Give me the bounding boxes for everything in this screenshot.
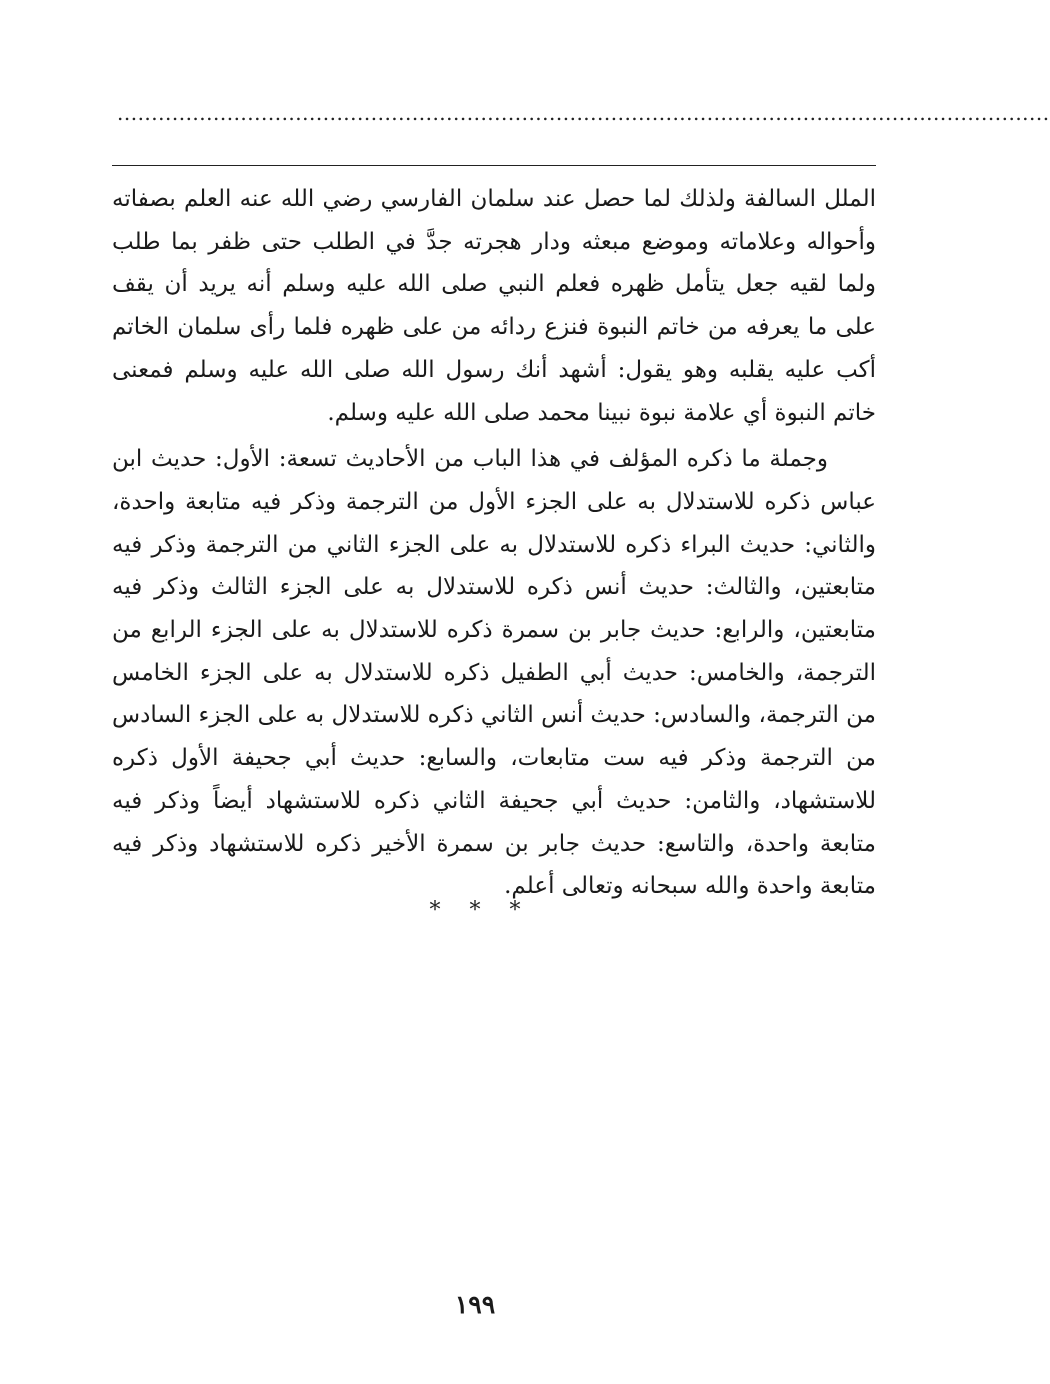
header-dotted-line: ........................................................................................................................................	[117, 101, 1050, 125]
header-rule	[112, 165, 876, 166]
paragraph-1: الملل السالفة ولذلك لما حصل عند سلمان الفارسي رضي الله عنه العلم بصفاته وأحواله وعلاماته وموضع مبعثه ودار هجرته جدَّ في الطلب حتى ظفر بما طلب ولما لقيه جعل يتأمل ظهره فعلم النبي صلى الله عليه وسلم أنه يريد أن يقف على ما يعرفه من خاتم النبوة فنزع ردائه من على ظهره فلما رأى سلمان الخاتم أكب عليه يقلبه وهو يقول: أشهد أنك رسول الله صلى الله عليه وسلم فمعنى خاتم النبوة أي علامة نبوة نبينا محمد صلى الله عليه وسلم.	[112, 186, 876, 426]
paragraph-2: وجملة ما ذكره المؤلف في هذا الباب من الأحاديث تسعة: الأول: حديث ابن عباس ذكره للاستدلال به على الجزء الأول من الترجمة وذكر فيه متابعة واحدة، والثاني: حديث البراء ذكره للاستدلال به على الجزء الثاني من الترجمة وذكر فيه متابعتين، والثالث: حديث أنس ذكره للاستدلال به على الجزء الثالث وذكر فيه متابعتين، والرابع: حديث جابر بن سمرة ذكره للاستدلال به على الجزء الرابع من الترجمة، والخامس: حديث أبي الطفيل ذكره للاستدلال به على الجزء الخامس من الترجمة، والسادس: حديث أنس الثاني ذكره للاستدلال به على الجزء السادس من الترجمة وذكر فيه ست متابعات، والسابع: حديث أبي جحيفة الأول ذكره للاستشهاد، والثامن: حديث أبي جحيفة الثاني ذكره للاستشهاد أيضاً وذكر فيه متابعة واحدة، والتاسع: حديث جابر بن سمرة الأخير ذكره للاستشهاد وذكر فيه متابعة واحدة والله سبحانه وتعالى أعلم.	[112, 446, 876, 900]
page-number: ١٩٩	[454, 1290, 496, 1319]
body-text	[112, 178, 876, 908]
section-separator: * * *	[429, 898, 521, 923]
